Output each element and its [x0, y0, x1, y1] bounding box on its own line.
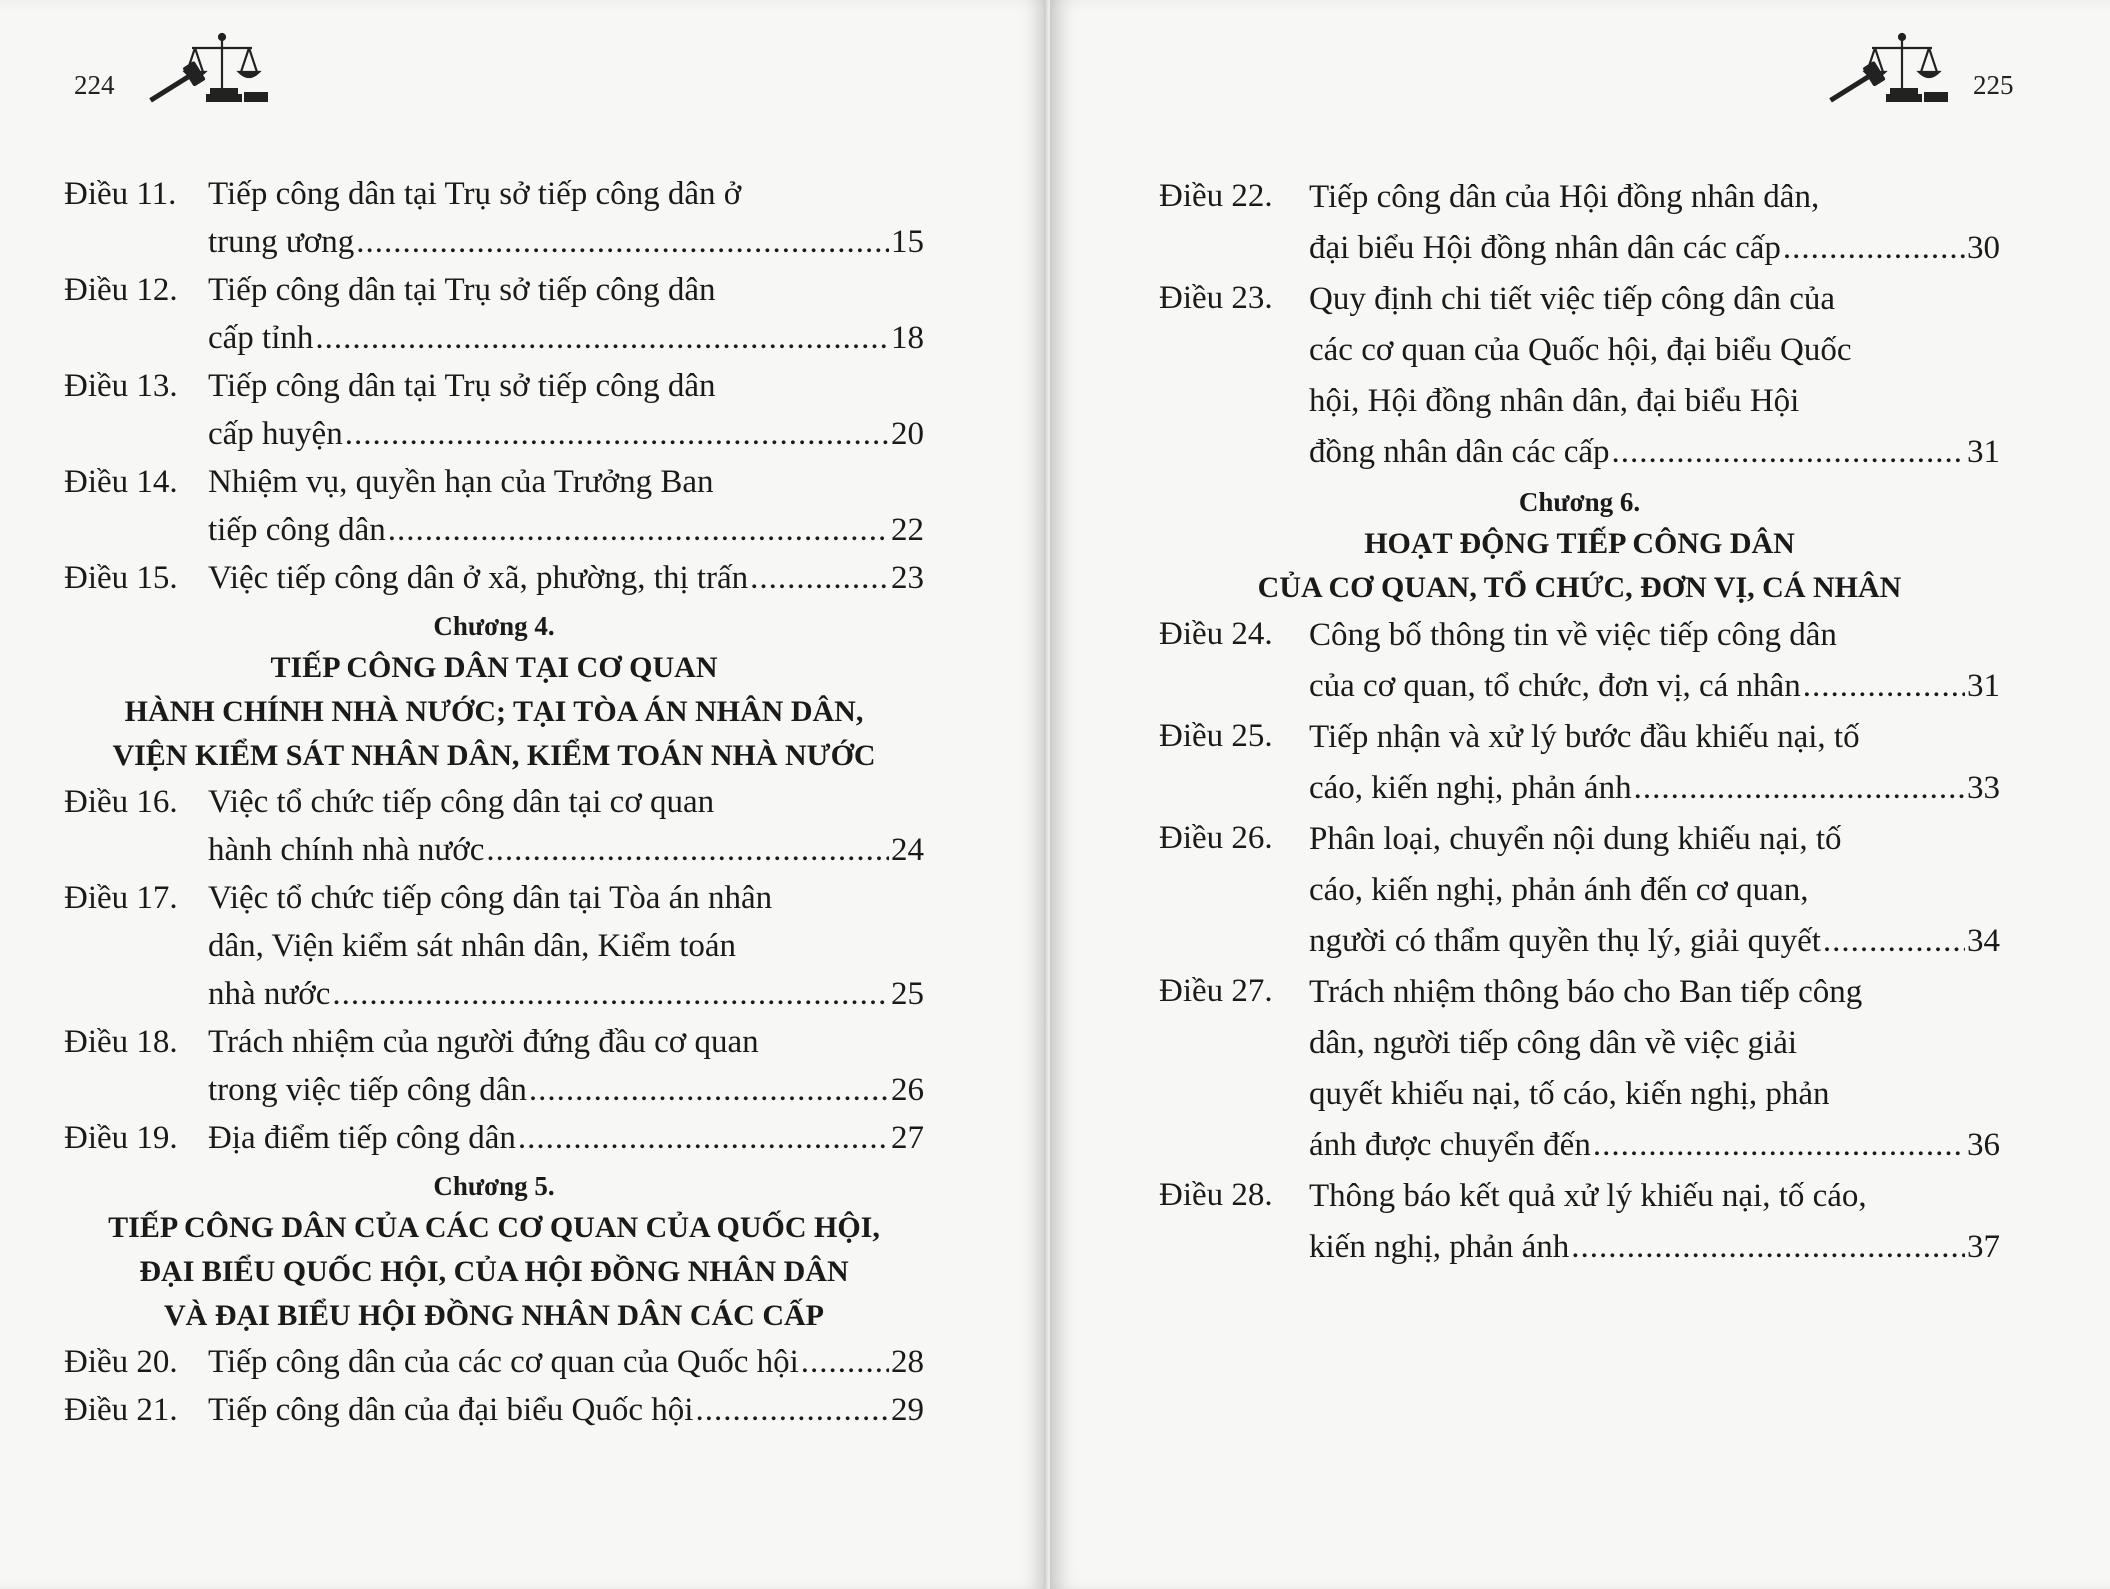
- toc-leader-line: [208, 1114, 924, 1162]
- dot-leader: [695, 1386, 889, 1434]
- page-reference: 20: [891, 416, 924, 452]
- dot-leader: [1593, 1120, 1965, 1171]
- article-title-line: hành chính nhà nước: [208, 832, 485, 868]
- toc-entry: [1159, 172, 2000, 274]
- article-title-line: Phân loại, chuyển nội dung khiếu nại, tố: [1309, 821, 1842, 857]
- page-reference: 30: [1967, 230, 2000, 266]
- dot-leader: [1823, 916, 1965, 967]
- page-reference: 37: [1967, 1229, 2000, 1265]
- article-title: [208, 1338, 924, 1386]
- dot-leader: [529, 1066, 889, 1114]
- dot-leader: [356, 218, 889, 266]
- toc-entry: [64, 1338, 924, 1386]
- toc-leader-line: [1309, 223, 2000, 274]
- toc-leader-line: [208, 218, 924, 266]
- toc-leader-line: [208, 506, 924, 554]
- dot-leader: [1612, 427, 1965, 478]
- dot-leader: [486, 826, 889, 874]
- dot-leader: [1803, 661, 1965, 712]
- page-reference: 26: [891, 1072, 924, 1108]
- article-title-line: quyết khiếu nại, tố cáo, kiến nghị, phản: [1309, 1076, 1830, 1112]
- toc-leader-line: [1309, 1120, 2000, 1171]
- toc-leader-line: [208, 314, 924, 362]
- toc-entry: [64, 1018, 924, 1114]
- chapter-heading: Chương 6.: [1518, 487, 1641, 517]
- article-title-line: Công bố thông tin về việc tiếp công dân: [1309, 617, 1837, 653]
- chapter-title-line: VÀ ĐẠI BIỂU HỘI ĐỒNG NHÂN DÂN CÁC CẤP: [163, 1299, 824, 1332]
- article-title-line: kiến nghị, phản ánh: [1309, 1229, 1570, 1265]
- article-title: [1309, 712, 2000, 814]
- article-label: Điều 27.: [1159, 973, 1273, 1009]
- article-title-line: nhà nước: [208, 976, 331, 1012]
- article-title-line: các cơ quan của Quốc hội, đại biểu Quốc: [1309, 332, 1852, 368]
- article-title-line: Tiếp công dân tại Trụ sở tiếp công dân: [208, 272, 716, 308]
- dot-leader: [332, 970, 889, 1018]
- article-title-line: người có thẩm quyền thụ lý, giải quyết: [1309, 923, 1821, 959]
- toc-entry: [1159, 1171, 2000, 1273]
- chapter-title: [64, 646, 924, 778]
- page-reference: 15: [891, 224, 924, 260]
- article-title-line: Việc tổ chức tiếp công dân tại Tòa án nhân: [208, 880, 773, 916]
- article-title-line: Trách nhiệm của người đứng đầu cơ quan: [208, 1024, 759, 1060]
- page-reference: 27: [891, 1120, 924, 1156]
- dot-leader: [801, 1338, 889, 1386]
- dot-leader: [1634, 763, 1965, 814]
- article-title-line: dân, người tiếp công dân về việc giải: [1309, 1025, 1798, 1061]
- page-number: 225: [1973, 70, 2014, 100]
- page-reference: 34: [1967, 923, 2000, 959]
- toc-leader-line: [208, 554, 924, 602]
- chapter-title-line: ĐẠI BIỂU QUỐC HỘI, CỦA HỘI ĐỒNG NHÂN DÂN: [139, 1255, 849, 1288]
- article-title-line: Việc tổ chức tiếp công dân tại cơ quan: [208, 784, 715, 820]
- article-title-line: trong việc tiếp công dân: [208, 1072, 527, 1108]
- article-title-line: trung ương: [208, 224, 355, 260]
- toc-entry: [64, 458, 924, 554]
- article-label: Điều 17.: [64, 880, 178, 916]
- article-label: Điều 20.: [64, 1344, 178, 1380]
- toc-entry: [64, 778, 924, 874]
- chapter-title: [1159, 522, 2000, 610]
- article-title: [1309, 1171, 2000, 1273]
- chapter-title-line: HÀNH CHÍNH NHÀ NƯỚC; TẠI TÒA ÁN NHÂN DÂN,: [124, 695, 864, 728]
- article-title: [208, 1114, 924, 1162]
- article-title-line: cáo, kiến nghị, phản ánh: [1309, 770, 1632, 806]
- article-label: Điều 28.: [1159, 1177, 1273, 1213]
- article-title: [1309, 274, 2000, 478]
- toc-entry: [64, 170, 924, 266]
- article-title-line: cáo, kiến nghị, phản ánh đến cơ quan,: [1309, 872, 1809, 908]
- article-label: Điều 14.: [64, 464, 178, 500]
- article-title-line: đồng nhân dân các cấp: [1309, 434, 1610, 470]
- article-label: Điều 26.: [1159, 820, 1273, 856]
- page-reference: 28: [891, 1344, 924, 1380]
- page-reference: 31: [1967, 434, 2000, 470]
- article-title: [208, 778, 924, 874]
- article-title-line: cấp huyện: [208, 416, 343, 452]
- article-title-line: Tiếp công dân tại Trụ sở tiếp công dân: [208, 368, 716, 404]
- chapter-heading: Chương 5.: [433, 1171, 555, 1201]
- toc-leader-line: [1309, 427, 2000, 478]
- article-title: [208, 266, 924, 362]
- toc-leader-line: [208, 410, 924, 458]
- right-page: [1050, 0, 2110, 1589]
- article-title-line: tiếp công dân: [208, 512, 386, 548]
- dot-leader: [345, 410, 889, 458]
- toc-entry: [1159, 967, 2000, 1171]
- article-title-line: Nhiệm vụ, quyền hạn của Trưởng Ban: [208, 464, 714, 500]
- toc-entry: [64, 554, 924, 602]
- toc-leader-line: [1309, 916, 2000, 967]
- article-title-line: Địa điểm tiếp công dân: [208, 1120, 516, 1156]
- article-label: Điều 22.: [1159, 178, 1273, 214]
- toc-entry: [1159, 712, 2000, 814]
- article-title-line: cấp tỉnh: [208, 320, 314, 356]
- article-title-line: hội, Hội đồng nhân dân, đại biểu Hội: [1309, 383, 1800, 419]
- article-title-line: đại biểu Hội đồng nhân dân các cấp: [1309, 230, 1781, 266]
- article-label: Điều 11.: [64, 176, 177, 212]
- chapter-title-line: CỦA CƠ QUAN, TỔ CHỨC, ĐƠN VỊ, CÁ NHÂN: [1257, 571, 1902, 604]
- dot-leader: [1783, 223, 1965, 274]
- article-title-line: dân, Viện kiểm sát nhân dân, Kiểm toán: [208, 928, 737, 964]
- article-label: Điều 23.: [1159, 280, 1273, 316]
- table-of-contents-right: [1159, 172, 2000, 1273]
- article-label: Điều 12.: [64, 272, 178, 308]
- article-title: [1309, 967, 2000, 1171]
- toc-entry: [64, 874, 924, 1018]
- toc-leader-line: [208, 826, 924, 874]
- article-title: [208, 554, 924, 602]
- toc-leader-line: [1309, 1222, 2000, 1273]
- dot-leader: [1571, 1222, 1965, 1273]
- article-title-line: Tiếp công dân của đại biểu Quốc hội: [208, 1392, 694, 1428]
- toc-entry: [64, 266, 924, 362]
- page-reference: 33: [1967, 770, 2000, 806]
- article-title-line: Tiếp công dân của Hội đồng nhân dân,: [1309, 179, 1820, 215]
- table-of-contents-left: [64, 170, 924, 1434]
- chapter-heading: Chương 4.: [433, 611, 555, 641]
- article-label: Điều 16.: [64, 784, 178, 820]
- article-title-line: Trách nhiệm thông báo cho Ban tiếp công: [1309, 974, 1863, 1010]
- page-reference: 31: [1967, 668, 2000, 704]
- page-reference: 29: [891, 1392, 924, 1428]
- toc-leader-line: [208, 1338, 924, 1386]
- scales-of-justice-gavel-icon: [140, 28, 270, 108]
- chapter-title-line: TIẾP CÔNG DÂN TẠI CƠ QUAN: [270, 651, 718, 684]
- toc-leader-line: [1309, 661, 2000, 712]
- article-title: [208, 458, 924, 554]
- article-title: [208, 1386, 924, 1434]
- article-label: Điều 18.: [64, 1024, 178, 1060]
- chapter-title-line: HOẠT ĐỘNG TIẾP CÔNG DÂN: [1364, 527, 1795, 560]
- article-title: [208, 170, 924, 266]
- article-label: Điều 24.: [1159, 616, 1273, 652]
- page-reference: 36: [1967, 1127, 2000, 1163]
- left-page: [0, 0, 1048, 1589]
- article-title-line: Việc tiếp công dân ở xã, phường, thị trấn: [208, 560, 749, 596]
- toc-leader-line: [208, 970, 924, 1018]
- article-label: Điều 19.: [64, 1120, 178, 1156]
- dot-leader: [750, 554, 889, 602]
- toc-leader-line: [208, 1066, 924, 1114]
- toc-leader-line: [1309, 763, 2000, 814]
- article-title-line: Tiếp công dân của các cơ quan của Quốc hội: [208, 1344, 799, 1380]
- page-reference: 18: [891, 320, 924, 356]
- toc-entry: [1159, 814, 2000, 967]
- article-title: [208, 874, 924, 1018]
- article-title-line: ánh được chuyển đến: [1309, 1127, 1591, 1163]
- article-title: [1309, 610, 2000, 712]
- toc-entry: [1159, 610, 2000, 712]
- page-reference: 23: [891, 560, 924, 596]
- chapter-title-line: VIỆN KIỂM SÁT NHÂN DÂN, KIỂM TOÁN NHÀ NƯỚC: [112, 739, 876, 772]
- page-reference: 25: [891, 976, 924, 1012]
- article-label: Điều 21.: [64, 1392, 178, 1428]
- toc-entry: [64, 362, 924, 458]
- article-title-line: Tiếp nhận và xử lý bước đầu khiếu nại, tố: [1309, 719, 1860, 755]
- article-label: Điều 25.: [1159, 718, 1273, 754]
- article-title: [208, 1018, 924, 1114]
- article-title-line: Thông báo kết quả xử lý khiếu nại, tố cáo,: [1309, 1178, 1867, 1214]
- article-label: Điều 13.: [64, 368, 178, 404]
- article-title: [1309, 172, 2000, 274]
- toc-leader-line: [208, 1386, 924, 1434]
- page-reference: 22: [891, 512, 924, 548]
- dot-leader: [518, 1114, 889, 1162]
- article-title: [1309, 814, 2000, 967]
- dot-leader: [388, 506, 889, 554]
- article-title: [208, 362, 924, 458]
- article-title-line: Quy định chi tiết việc tiếp công dân của: [1309, 281, 1836, 317]
- chapter-title: [64, 1206, 924, 1338]
- page-reference: 24: [891, 832, 924, 868]
- dot-leader: [315, 314, 889, 362]
- scales-of-justice-gavel-icon: [1820, 28, 1950, 108]
- article-title-line: của cơ quan, tổ chức, đơn vị, cá nhân: [1309, 668, 1801, 704]
- chapter-title-line: TIẾP CÔNG DÂN CỦA CÁC CƠ QUAN CỦA QUỐC HỘI,: [108, 1211, 880, 1244]
- article-label: Điều 15.: [64, 560, 178, 596]
- page-number: 224: [74, 70, 115, 100]
- toc-entry: [64, 1386, 924, 1434]
- article-title-line: Tiếp công dân tại Trụ sở tiếp công dân ở: [208, 176, 742, 212]
- toc-entry: [1159, 274, 2000, 478]
- toc-entry: [64, 1114, 924, 1162]
